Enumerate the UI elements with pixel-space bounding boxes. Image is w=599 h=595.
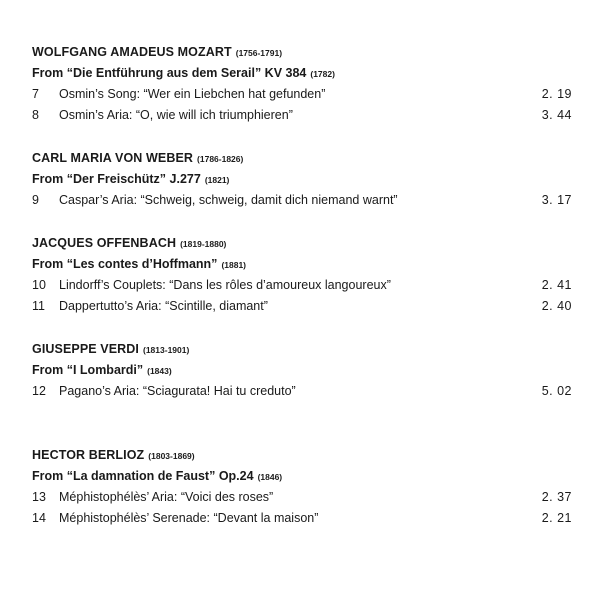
track-duration: 2. 37 xyxy=(541,490,572,504)
composer-section-mozart xyxy=(32,42,572,126)
work-title: From “I Lombardi” xyxy=(32,363,144,377)
composer-section-weber xyxy=(32,148,572,211)
composer-name: WOLFGANG AMADEUS MOZART xyxy=(32,45,232,59)
track-row xyxy=(32,190,572,211)
work-title: From “Der Freischütz” J.277 xyxy=(32,172,201,186)
track-duration: 2. 41 xyxy=(541,278,572,292)
track-number: 12 xyxy=(32,384,46,398)
work-year: (1843) xyxy=(147,366,172,376)
composer-dates: (1819-1880) xyxy=(180,239,227,249)
work-title: From “Les contes d’Hoffmann” xyxy=(32,257,218,271)
composer-name: JACQUES OFFENBACH xyxy=(32,236,177,250)
track-title: Pagano’s Aria: “Sciagurata! Hai tu creduto” xyxy=(59,384,296,398)
composer-heading xyxy=(32,339,572,359)
work-title: From “La damnation de Faust” Op.24 xyxy=(32,469,254,483)
track-row xyxy=(32,105,572,126)
work-heading xyxy=(32,253,572,275)
composer-name: HECTOR BERLIOZ xyxy=(32,448,145,462)
composer-heading xyxy=(32,148,572,168)
track-title: Méphistophélès’ Serenade: “Devant la maison” xyxy=(59,511,319,525)
track-row xyxy=(32,381,572,402)
track-duration: 2. 21 xyxy=(541,511,572,525)
track-duration: 5. 02 xyxy=(541,384,572,398)
composer-section-berlioz xyxy=(32,445,572,529)
work-heading xyxy=(32,168,572,190)
composer-name: CARL MARIA VON WEBER xyxy=(32,151,194,165)
track-number: 8 xyxy=(32,108,39,122)
composer-heading xyxy=(32,445,572,465)
composer-heading xyxy=(32,42,572,62)
work-heading xyxy=(32,359,572,381)
work-heading xyxy=(32,62,572,84)
work-year: (1846) xyxy=(257,472,283,482)
composer-dates: (1803-1869) xyxy=(148,451,195,461)
track-title: Caspar’s Aria: “Schweig, schweig, damit dich niemand warnt” xyxy=(59,193,398,207)
composer-name: GIUSEPPE VERDI xyxy=(32,342,139,356)
composer-heading xyxy=(32,233,572,253)
track-number: 7 xyxy=(32,87,39,101)
track-number: 13 xyxy=(32,490,46,504)
track-row xyxy=(32,275,572,296)
track-title: Méphistophélès’ Aria: “Voici des roses” xyxy=(59,490,274,504)
composer-section-verdi xyxy=(32,339,572,402)
composer-dates: (1756-1791) xyxy=(235,48,283,58)
track-row xyxy=(32,296,572,317)
track-duration: 3. 17 xyxy=(541,193,572,207)
track-number: 14 xyxy=(32,511,46,525)
track-title: Dappertutto’s Aria: “Scintille, diamant” xyxy=(59,299,268,313)
track-duration: 2. 19 xyxy=(541,87,572,101)
work-year: (1782) xyxy=(310,69,335,79)
composer-section-offenbach xyxy=(32,233,572,317)
composer-dates: (1786-1826) xyxy=(197,154,244,164)
work-heading xyxy=(32,465,572,487)
track-title: Osmin’s Song: “Wer ein Liebchen hat gefunden” xyxy=(59,87,326,101)
track-number: 9 xyxy=(32,193,39,207)
track-title: Osmin’s Aria: “O, wie will ich triumphieren” xyxy=(59,108,293,122)
track-number: 11 xyxy=(32,299,45,313)
track-duration: 2. 40 xyxy=(541,299,572,313)
track-duration: 3. 44 xyxy=(541,108,572,122)
track-title: Lindorff’s Couplets: “Dans les rôles d’amoureux langoureux” xyxy=(59,278,391,292)
composer-dates: (1813-1901) xyxy=(143,345,190,355)
work-year: (1821) xyxy=(204,175,230,185)
track-number: 10 xyxy=(32,278,46,292)
track-row xyxy=(32,508,572,529)
work-title: From “Die Entführung aus dem Serail” KV 384 xyxy=(32,66,307,80)
track-row xyxy=(32,84,572,105)
track-row xyxy=(32,487,572,508)
work-year: (1881) xyxy=(221,260,247,270)
